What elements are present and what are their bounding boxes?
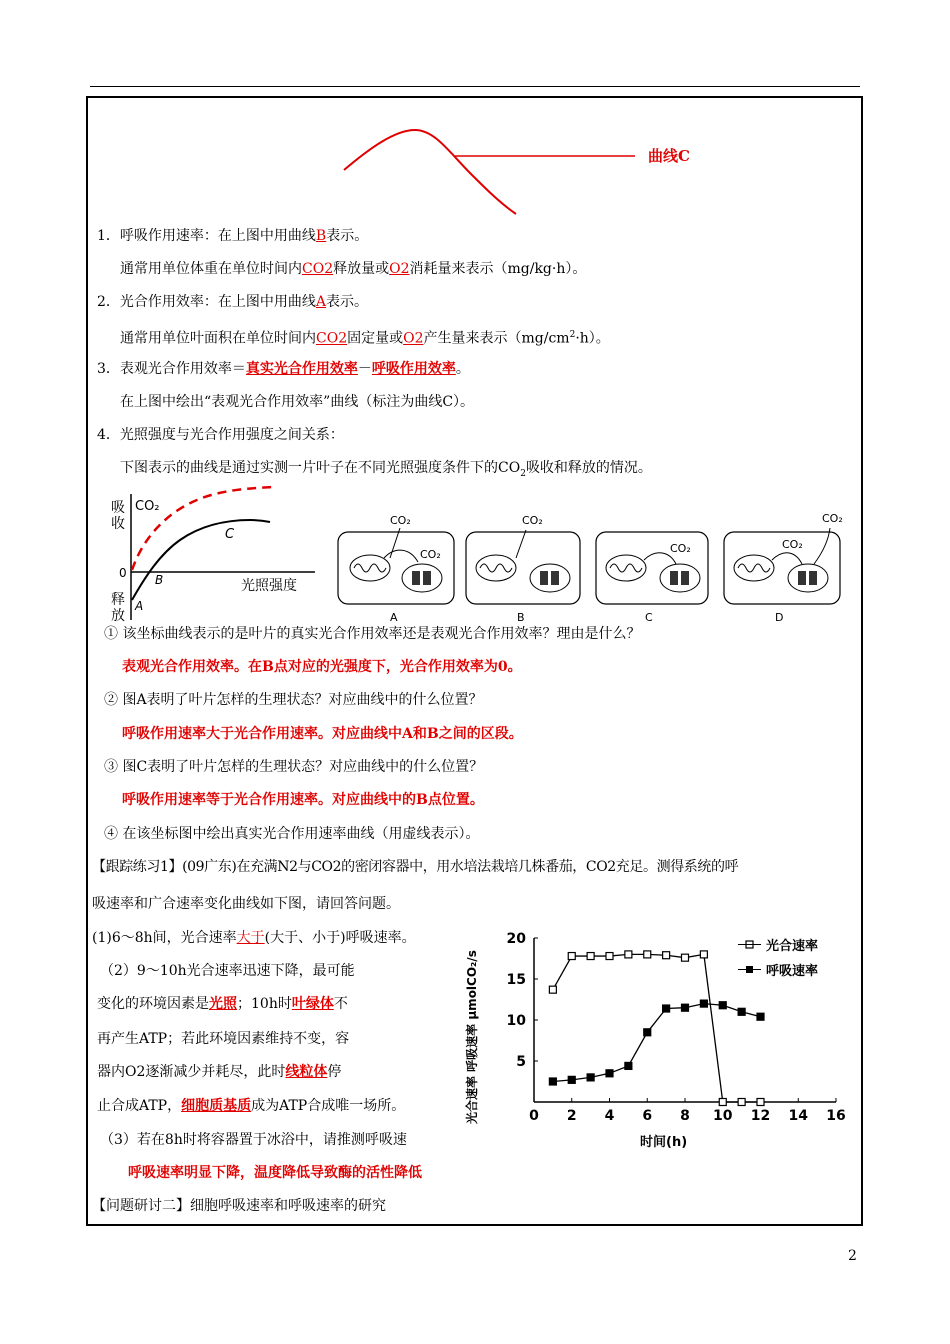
cell-b-label: B <box>517 611 525 624</box>
x-tick-label: 2 <box>566 1108 577 1124</box>
xlabel-light: 光照强度 <box>241 578 297 594</box>
series-0-point <box>625 951 632 958</box>
item-1-sub-answer-2: O2 <box>389 261 410 277</box>
cell-d-co2-in: CO₂ <box>782 538 803 551</box>
practice-8-c: 成为ATP合成唯一场所。 <box>251 1098 406 1114</box>
item-3-text-a: 3．表观光合作用效率＝ <box>97 361 246 377</box>
series-0-point <box>568 953 575 960</box>
item-3-answer-1: 真实光合作用效率 <box>245 361 358 377</box>
practice-line-1: 【跟踪练习1】(09广东)在充满N2与CO2的密闭容器中，用水培法栽培几株番茄，CO2充足。测得系统的呼 <box>92 859 739 875</box>
series-0-point <box>663 952 670 959</box>
cell-c-label: C <box>645 611 653 624</box>
light-curve-figure <box>105 482 320 627</box>
rate-chart <box>462 924 852 1154</box>
y-tick-label: 20 <box>506 931 526 947</box>
practice-line-9: （3）若在8h时将容器置于冰浴中，请推测呼吸速 <box>100 1132 407 1148</box>
practice-line-8 <box>97 1096 405 1116</box>
item-3-text-e: 。 <box>455 361 470 377</box>
item-3 <box>97 359 470 379</box>
chart-ylabel: 光合速率 呼吸速率 μmolCO₂/s <box>465 950 479 1124</box>
series-0-point <box>644 951 651 958</box>
practice-line-4: （2）9～10h光合速率迅速下降，最可能 <box>100 963 355 979</box>
series-0-point <box>682 954 689 961</box>
question-1: ① 该坐标曲线表示的是叶片的真实光合作用效率还是表观光合作用效率？理由是什么？ <box>104 626 641 642</box>
series-1-point <box>663 1005 670 1012</box>
x-tick-label: 8 <box>680 1108 690 1124</box>
practice-5-a: 变化的环境因素是 <box>97 996 209 1012</box>
chart-xlabel: 时间(h) <box>640 1135 688 1150</box>
series-0-point <box>587 953 594 960</box>
practice-8-a: 止合成ATP， <box>97 1098 182 1114</box>
series-0-point <box>700 951 707 958</box>
item-2-sub-c: 固定量或 <box>347 330 404 347</box>
practice-line-7 <box>97 1062 341 1082</box>
series-1-point <box>549 1078 556 1085</box>
cell-b <box>466 514 580 624</box>
ylabel-release-1: 释 <box>111 592 125 608</box>
y-tick-label: 10 <box>506 1013 526 1029</box>
chart-legend <box>738 938 818 979</box>
item-1 <box>97 226 368 246</box>
x-tick-label: 10 <box>713 1108 733 1124</box>
y-tick-label: 5 <box>516 1054 526 1070</box>
practice-7-answer: 线粒体 <box>285 1064 328 1080</box>
cell-a <box>338 514 454 624</box>
curve-c <box>344 130 516 214</box>
series-1-point <box>587 1074 594 1081</box>
y-tick-label: 15 <box>506 972 526 988</box>
cell-c <box>596 532 708 624</box>
leaf-cell-diagrams <box>330 508 850 628</box>
cell-d-co2-out: CO₂ <box>822 512 843 525</box>
series-1-point <box>568 1076 575 1083</box>
series-1-point <box>625 1062 632 1069</box>
question-2: ② 图A表明了叶片怎样的生理状态？对应曲线中的什么位置？ <box>104 692 483 708</box>
x-tick-label: 4 <box>604 1108 615 1124</box>
series-0-point <box>738 1099 745 1106</box>
item-4-sub-subscript: 2 <box>520 468 526 479</box>
item-1-sub-e: 消耗量来表示（mg/kg·h）。 <box>409 261 587 277</box>
item-2-sub-a: 通常用单位叶面积在单位时间内 <box>120 330 316 347</box>
series-0-point <box>719 1099 726 1106</box>
point-b-label: B <box>155 573 164 587</box>
item-3-minus: － <box>357 361 372 377</box>
x-tick-label: 16 <box>826 1108 846 1124</box>
item-4-sub-a: 下图表示的曲线是通过实测一片叶子在不同光照强度条件下的CO <box>120 460 521 476</box>
item-2-sub-sup: 2 <box>569 330 576 340</box>
answer-2: 呼吸作用速率大于光合作用速率。对应曲线中A和B之间的区段。 <box>122 726 523 742</box>
series-1-point <box>757 1013 764 1020</box>
item-2-text-c: 表示。 <box>326 294 369 310</box>
question-3: ③ 图C表明了叶片怎样的生理状态？对应曲线中的什么位置？ <box>104 759 484 775</box>
series-0-point <box>606 953 613 960</box>
cell-a-co2-out: CO₂ <box>390 514 411 527</box>
series-1-point <box>606 1070 613 1077</box>
x-tick-label: 14 <box>788 1108 808 1124</box>
series-0-point <box>757 1099 764 1106</box>
practice-answer-3: 呼吸速率明显下降，温度降低导致酶的活性降低 <box>128 1165 422 1181</box>
item-2 <box>97 292 368 312</box>
item-1-text-a: 1．呼吸作用速率：在上图中用曲线 <box>97 228 316 244</box>
x-tick-label: 0 <box>529 1108 539 1124</box>
series-1-point <box>738 1008 745 1015</box>
answer-1: 表观光合作用效率。在B点对应的光强度下，光合作用效率为0。 <box>122 659 522 675</box>
question-4: ④ 在该坐标图中绘出真实光合作用速率曲线（用虚线表示）。 <box>104 826 480 842</box>
practice-7-c: 停 <box>327 1064 342 1080</box>
practice-7-a: 器内O2逐渐减少并耗尽，此时 <box>97 1064 286 1080</box>
practice-line-2: 吸速率和广合速率变化曲线如下图，请回答问题。 <box>92 896 400 912</box>
series-1-point <box>700 1000 707 1007</box>
series-0-point <box>549 986 556 993</box>
series-1-point <box>682 1004 689 1011</box>
item-1-text-c: 表示。 <box>326 228 369 244</box>
practice-line-3 <box>92 928 416 948</box>
practice-3-a: (1)6～8h间，光合速率 <box>92 930 237 946</box>
x-tick-label: 6 <box>642 1108 653 1124</box>
legend-resp-label: 呼吸速率 <box>766 964 819 979</box>
item-1-sub-answer-1: CO2 <box>302 261 334 277</box>
x-tick-label: 12 <box>750 1108 771 1124</box>
item-3-answer-2: 呼吸作用效率 <box>371 361 456 377</box>
practice-5-e: 不 <box>333 996 348 1012</box>
series-line-1 <box>553 1004 761 1082</box>
header-rule <box>90 86 860 87</box>
item-4-sub <box>120 458 652 484</box>
cell-d <box>724 512 843 624</box>
practice-5-c: ；10h时 <box>237 996 292 1012</box>
item-2-sub <box>120 325 610 349</box>
item-2-text-a: 2．光合作用效率：在上图中用曲线 <box>97 294 316 310</box>
item-2-sub-f: ·h）。 <box>575 330 610 347</box>
page-number: 2 <box>848 1248 857 1264</box>
ylabel-absorb-1: 吸 <box>111 500 125 516</box>
ylabel-release-2: 放 <box>111 608 125 624</box>
ylabel-absorb-2: 收 <box>111 516 125 532</box>
cell-b-co2: CO₂ <box>522 514 543 527</box>
practice-5-answer-2: 叶绿体 <box>291 996 334 1012</box>
practice-3-c: (大于、小于)呼吸速率。 <box>264 930 416 946</box>
item-3-sub: 在上图中绘出“表观光合作用效率”曲线（标注为曲线C）。 <box>120 394 475 410</box>
item-2-sub-answer-2: O2 <box>403 330 424 347</box>
section-heading-2: 【问题研讨二】细胞呼吸速率和呼吸速率的研究 <box>92 1198 386 1214</box>
item-1-answer: B <box>315 228 327 244</box>
series-1-point <box>719 1002 726 1009</box>
top-curve-figure <box>330 118 730 218</box>
practice-5-answer-1: 光照 <box>209 996 237 1012</box>
item-2-sub-answer-1: CO2 <box>316 330 348 347</box>
practice-line-6: 再产生ATP；若此环境因素维持不变，容 <box>97 1031 350 1047</box>
ylabel-co2: CO₂ <box>135 499 160 514</box>
cell-d-label: D <box>775 611 784 624</box>
answer-3: 呼吸作用速率等于光合作用速率。对应曲线中的B点位置。 <box>122 792 484 808</box>
item-4: 4．光照强度与光合作用强度之间关系： <box>97 427 344 443</box>
item-1-sub-a: 通常用单位体重在单位时间内 <box>120 261 302 277</box>
item-2-sub-e: 产生量来表示（mg/cm <box>423 330 570 347</box>
practice-8-answer: 细胞质基质 <box>181 1098 252 1114</box>
curve-c-point-label: C <box>225 527 235 542</box>
practice-3-answer: 大于 <box>236 930 265 946</box>
cell-c-co2: CO₂ <box>670 542 691 555</box>
point-a-label: A <box>135 599 144 613</box>
legend-photo-label: 光合速率 <box>766 939 819 954</box>
item-1-sub <box>120 259 586 279</box>
item-1-sub-c: 释放量或 <box>333 261 390 277</box>
cell-a-co2-in: CO₂ <box>420 548 441 561</box>
series-1-point <box>644 1029 651 1036</box>
curve-c-label: 曲线C <box>648 147 690 165</box>
practice-line-5 <box>97 994 348 1014</box>
item-4-sub-b: 吸收和释放的情况。 <box>525 460 652 476</box>
origin-zero: 0 <box>119 566 127 580</box>
cell-a-label: A <box>390 611 398 624</box>
series-line-0 <box>553 954 761 1102</box>
item-2-answer: A <box>315 294 327 310</box>
